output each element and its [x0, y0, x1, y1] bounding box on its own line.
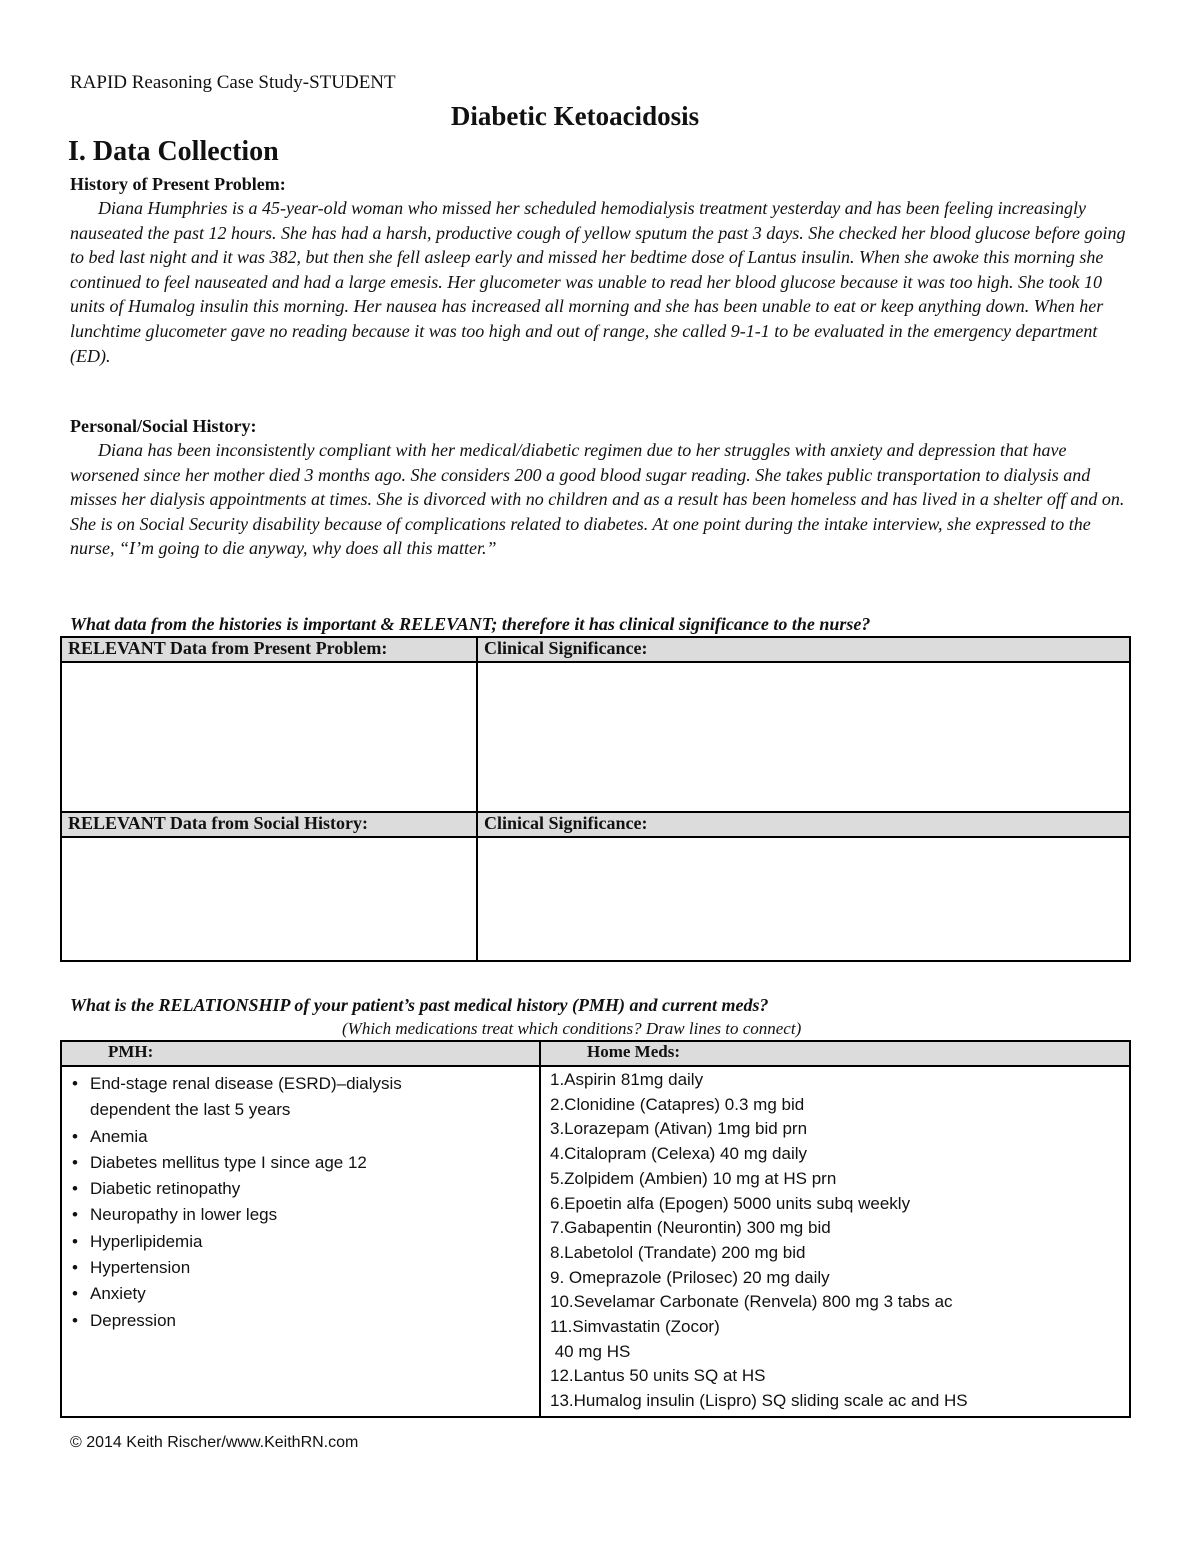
- social-history-heading: Personal/Social History:: [70, 416, 257, 436]
- present-problem-answer-row: [61, 662, 1130, 812]
- med-item: 1.Aspirin 81mg daily: [550, 1070, 704, 1089]
- pmh-meds-body-row: [61, 1066, 1130, 1417]
- med-item: 7.Gabapentin (Neurontin) 300 mg bid: [550, 1218, 831, 1238]
- pmh-item: • Depression: [72, 1308, 539, 1334]
- copyright-footer: © 2014 Keith Rischer/www.KeithRN.com: [70, 1434, 359, 1451]
- pmh-item: • Diabetic retinopathy: [72, 1176, 539, 1202]
- present-problem-column-header: RELEVANT Data from Present Problem:: [61, 637, 477, 662]
- pmh-item: • Hyperlipidemia: [72, 1229, 539, 1255]
- med-item: 40 mg HS: [550, 1341, 631, 1361]
- present-problem-answer-cell[interactable]: [61, 662, 477, 812]
- pmh-column-header: PMH:: [61, 1041, 540, 1066]
- social-table-header-row: [61, 812, 1130, 837]
- social-history-answer-cell[interactable]: [61, 837, 477, 961]
- relevant-data-question: What data from the histories is important & RELEVANT; therefore it has clinical significance to the nurse?: [70, 614, 871, 634]
- pmh-item: • Neuropathy in lower legs: [72, 1202, 539, 1228]
- med-item: 9. Omeprazole (Prilosec) 20 mg daily: [550, 1267, 830, 1287]
- pmh-item: • Hypertension: [72, 1255, 539, 1281]
- present-significance-answer-cell[interactable]: [477, 662, 1130, 812]
- social-history-body: Diana has been inconsistently compliant with her medical/diabetic regimen due to her struggles with anxiety and depression that have worsened since her mother died 3 months ago. She considers 200 a good blood sugar reading. She takes public transportation to dialysis and misses her dialysis appointments at times. She is divorced with no children and as a result has been homeless and has lived in a shelter off and on. She is on Social Security disability because of complications related to diabetes. At one point during the intake interview, she expressed to the nurse, “I’m going to die anyway, why does all this matter.”: [70, 440, 1125, 559]
- med-item: 8.Labetolol (Trandate) 200 mg bid: [550, 1242, 806, 1262]
- med-item: 11.Simvastatin (Zocor): [550, 1317, 720, 1337]
- pmh-list: [62, 1071, 539, 1334]
- present-problem-heading: History of Present Problem:: [70, 174, 286, 194]
- section-title: I. Data Collection: [68, 136, 279, 167]
- med-item: 13.Humalog insulin (Lispro) SQ sliding scale ac and HS: [550, 1391, 968, 1411]
- pmh-item: • Diabetes mellitus type I since age 12: [72, 1150, 539, 1176]
- med-item: 10.Sevelamar Carbonate (Renvela) 800 mg 3 tabs ac: [550, 1292, 953, 1312]
- document-title: Diabetic Ketoacidosis: [450, 101, 700, 131]
- relevant-data-table: [60, 636, 1131, 962]
- social-significance-answer-cell[interactable]: [477, 837, 1130, 961]
- med-item: 6.Epoetin alfa (Epogen) 5000 units subq weekly: [550, 1193, 911, 1213]
- med-item: 5.Zolpidem (Ambien) 10 mg at HS prn: [550, 1168, 837, 1188]
- pmh-item: • End-stage renal disease (ESRD)–dialysis dependent the last 5 years: [72, 1071, 440, 1124]
- relationship-note: (Which medications treat which conditions? Draw lines to connect): [342, 1019, 802, 1038]
- med-item: 2.Clonidine (Catapres) 0.3 mg bid: [550, 1094, 805, 1114]
- home-meds-list: [541, 1068, 1129, 1414]
- document-type-header: RAPID Reasoning Case Study-STUDENT: [70, 72, 396, 93]
- relationship-question: What is the RELATIONSHIP of your patient’s past medical history (PMH) and current meds?: [70, 995, 769, 1015]
- pmh-table-header-row: [61, 1041, 1130, 1066]
- present-problem-body: Diana Humphries is a 45-year-old woman who missed her scheduled hemodialysis treatment yesterday and has been feeling increasingly nauseated the past 12 hours. She has had a harsh, productive cough of yellow sputum the past 3 days. She checked her blood glucose before going to bed last night and it was 382, but then she fell asleep early and missed her bedtime dose of Lantus insulin. When she awoke this morning she continued to feel nauseated and had a large emesis. Her glucometer was unable to read her blood glucose because it was too high. She took 10 units of Humalog insulin this morning. Her nausea has increased all morning and she has been unable to eat or keep anything down. When her lunchtime glucometer gave no reading because it was too high and out of range, she called 9-1-1 to be evaluated in the emergency department (ED).: [70, 198, 1126, 366]
- present-problem-text: [70, 196, 1135, 368]
- social-history-text: [70, 438, 1135, 561]
- social-history-answer-row: [61, 837, 1130, 961]
- clinical-significance-header-2: Clinical Significance:: [477, 812, 1130, 837]
- clinical-significance-header: Clinical Significance:: [477, 637, 1130, 662]
- home-meds-column-header: Home Meds:: [540, 1041, 1130, 1066]
- med-item: 12.Lantus 50 units SQ at HS: [550, 1366, 766, 1386]
- pmh-cell: [61, 1066, 540, 1417]
- social-history-column-header: RELEVANT Data from Social History:: [61, 812, 477, 837]
- home-meds-cell: [540, 1066, 1130, 1417]
- pmh-item: • Anemia: [72, 1124, 539, 1150]
- relevant-table-header-row: [61, 637, 1130, 662]
- med-item: 3.Lorazepam (Ativan) 1mg bid prn: [550, 1119, 808, 1139]
- med-item: 4.Citalopram (Celexa) 40 mg daily: [550, 1144, 807, 1164]
- pmh-meds-table: [60, 1040, 1131, 1418]
- pmh-item: • Anxiety: [72, 1281, 539, 1307]
